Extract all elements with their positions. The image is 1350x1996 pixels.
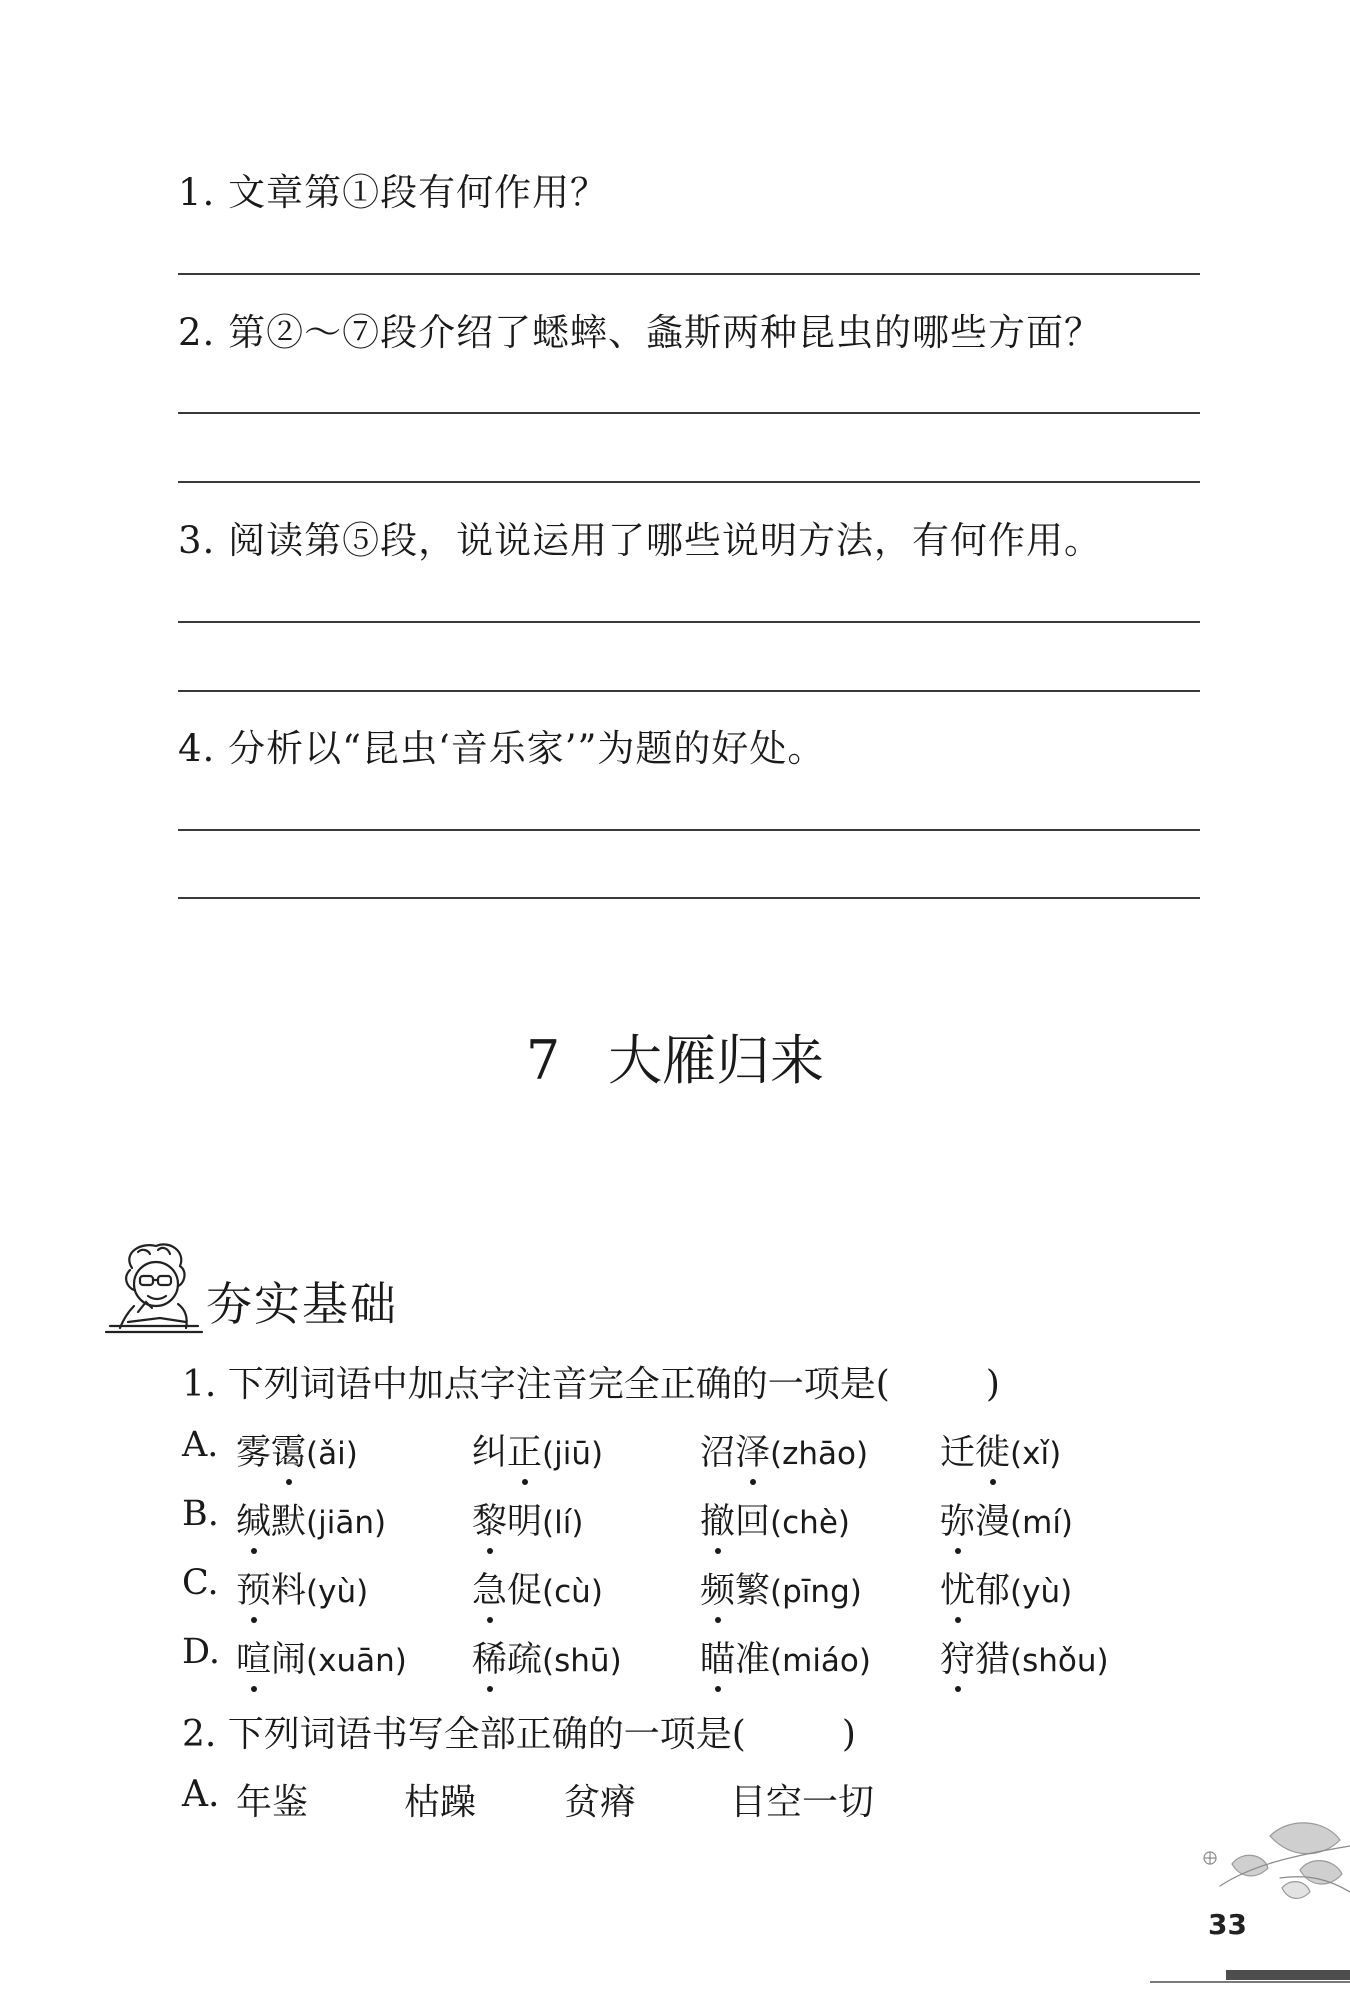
pinyin: (chè): [770, 1505, 850, 1541]
pinyin: (xǐ): [1010, 1436, 1062, 1472]
answer-line[interactable]: [178, 481, 1200, 483]
reading-question-4: 4. 分析以“昆虫‘音乐家’”为题的好处。: [178, 727, 826, 770]
word: 贫瘠: [564, 1782, 637, 1823]
dotted-character: 瞄: [700, 1632, 735, 1682]
pinyin: (ǎi): [306, 1436, 358, 1472]
chapter-number: 7: [525, 1029, 561, 1092]
section-header: [98, 1238, 498, 1338]
word-with-pinyin: 喧闹(xuān): [236, 1632, 407, 1682]
dotted-character: 撤: [700, 1494, 735, 1544]
pinyin: (zhāo): [770, 1436, 869, 1472]
reading-question-3: 3. 阅读第⑤段，说说运用了哪些说明方法，有何作用。: [178, 519, 1103, 562]
word-with-pinyin: 忧郁(yù): [940, 1563, 1072, 1613]
option-letter: B.: [182, 1494, 219, 1534]
dotted-character: 霭: [271, 1425, 306, 1475]
pinyin: (shǒu): [1010, 1643, 1109, 1679]
dotted-character: 急: [472, 1563, 507, 1613]
answer-line[interactable]: [178, 897, 1200, 899]
page-number: 33: [1208, 1908, 1247, 1941]
dotted-character: 稀: [472, 1632, 507, 1682]
dotted-character: 徙: [975, 1425, 1010, 1475]
word-with-pinyin: 预料(yù): [236, 1563, 368, 1613]
dotted-character: 弥: [940, 1494, 975, 1544]
pinyin: (jiū): [542, 1436, 604, 1472]
leaf-decoration-icon: [1150, 1796, 1350, 1996]
dotted-character: 黎: [472, 1494, 507, 1544]
dotted-character: 缄: [236, 1494, 271, 1544]
word: 目空一切: [730, 1782, 875, 1823]
dotted-character: 狩: [940, 1632, 975, 1682]
word: 年鉴: [236, 1782, 309, 1823]
mascot-reading-icon: [98, 1238, 206, 1338]
word-with-pinyin: 弥漫(mí): [940, 1494, 1073, 1544]
word-with-pinyin: 狩猎(shǒu): [940, 1632, 1109, 1682]
word: 枯躁: [404, 1782, 477, 1823]
pinyin: (jiān): [306, 1505, 387, 1541]
dotted-character: 正: [507, 1425, 542, 1475]
word-with-pinyin: 纠正(jiū): [472, 1425, 603, 1475]
pinyin: (lí): [542, 1505, 584, 1541]
mc-question-1: 1. 下列词语中加点字注音完全正确的一项是( ): [182, 1364, 1000, 1405]
dotted-character: 忧: [940, 1563, 975, 1613]
pinyin: (xuān): [306, 1643, 407, 1679]
section-title: 夯实基础: [206, 1277, 398, 1331]
option-letter: A.: [182, 1425, 219, 1465]
pinyin: (cù): [542, 1574, 603, 1610]
dotted-character: 预: [236, 1563, 271, 1613]
word-with-pinyin: 沼泽(zhāo): [700, 1425, 868, 1475]
pinyin: (yù): [1010, 1574, 1073, 1610]
chapter-title: 大雁归来: [608, 1029, 825, 1092]
word-with-pinyin: 缄默(jiān): [236, 1494, 386, 1544]
word-with-pinyin: 频繁(pīng): [700, 1563, 862, 1613]
option-letter: D.: [182, 1632, 220, 1672]
answer-line[interactable]: [178, 412, 1200, 414]
word-with-pinyin: 撤回(chè): [700, 1494, 850, 1544]
pinyin: (miáo): [770, 1643, 871, 1679]
option-letter: A.: [182, 1774, 220, 1815]
word-with-pinyin: 瞄准(miáo): [700, 1632, 871, 1682]
pinyin: (pīng): [770, 1574, 862, 1610]
pinyin: (mí): [1010, 1505, 1074, 1541]
word-with-pinyin: 迁徙(xǐ): [940, 1425, 1061, 1475]
word-with-pinyin: 雾霭(ǎi): [236, 1425, 358, 1475]
reading-question-1: 1. 文章第①段有何作用？: [178, 171, 609, 214]
word-with-pinyin: 急促(cù): [472, 1563, 603, 1613]
answer-line[interactable]: [178, 621, 1200, 623]
word-with-pinyin: 黎明(lí): [472, 1494, 583, 1544]
answer-line[interactable]: [178, 690, 1200, 692]
word-with-pinyin: 稀疏(shū): [472, 1632, 622, 1682]
dotted-character: 喧: [236, 1632, 271, 1682]
answer-line[interactable]: [178, 829, 1200, 831]
chapter-heading: [0, 1018, 1350, 1095]
option-letter: C.: [182, 1563, 219, 1603]
dotted-character: 泽: [735, 1425, 770, 1475]
mc-question-2: 2. 下列词语书写全部正确的一项是( ): [182, 1714, 856, 1755]
reading-question-2: 2. 第②～⑦段介绍了蟋蟀、螽斯两种昆虫的哪些方面？: [178, 311, 1103, 354]
pinyin: (yù): [306, 1574, 369, 1610]
answer-line[interactable]: [178, 273, 1200, 275]
dotted-character: 频: [700, 1563, 735, 1613]
pinyin: (shū): [542, 1643, 622, 1679]
